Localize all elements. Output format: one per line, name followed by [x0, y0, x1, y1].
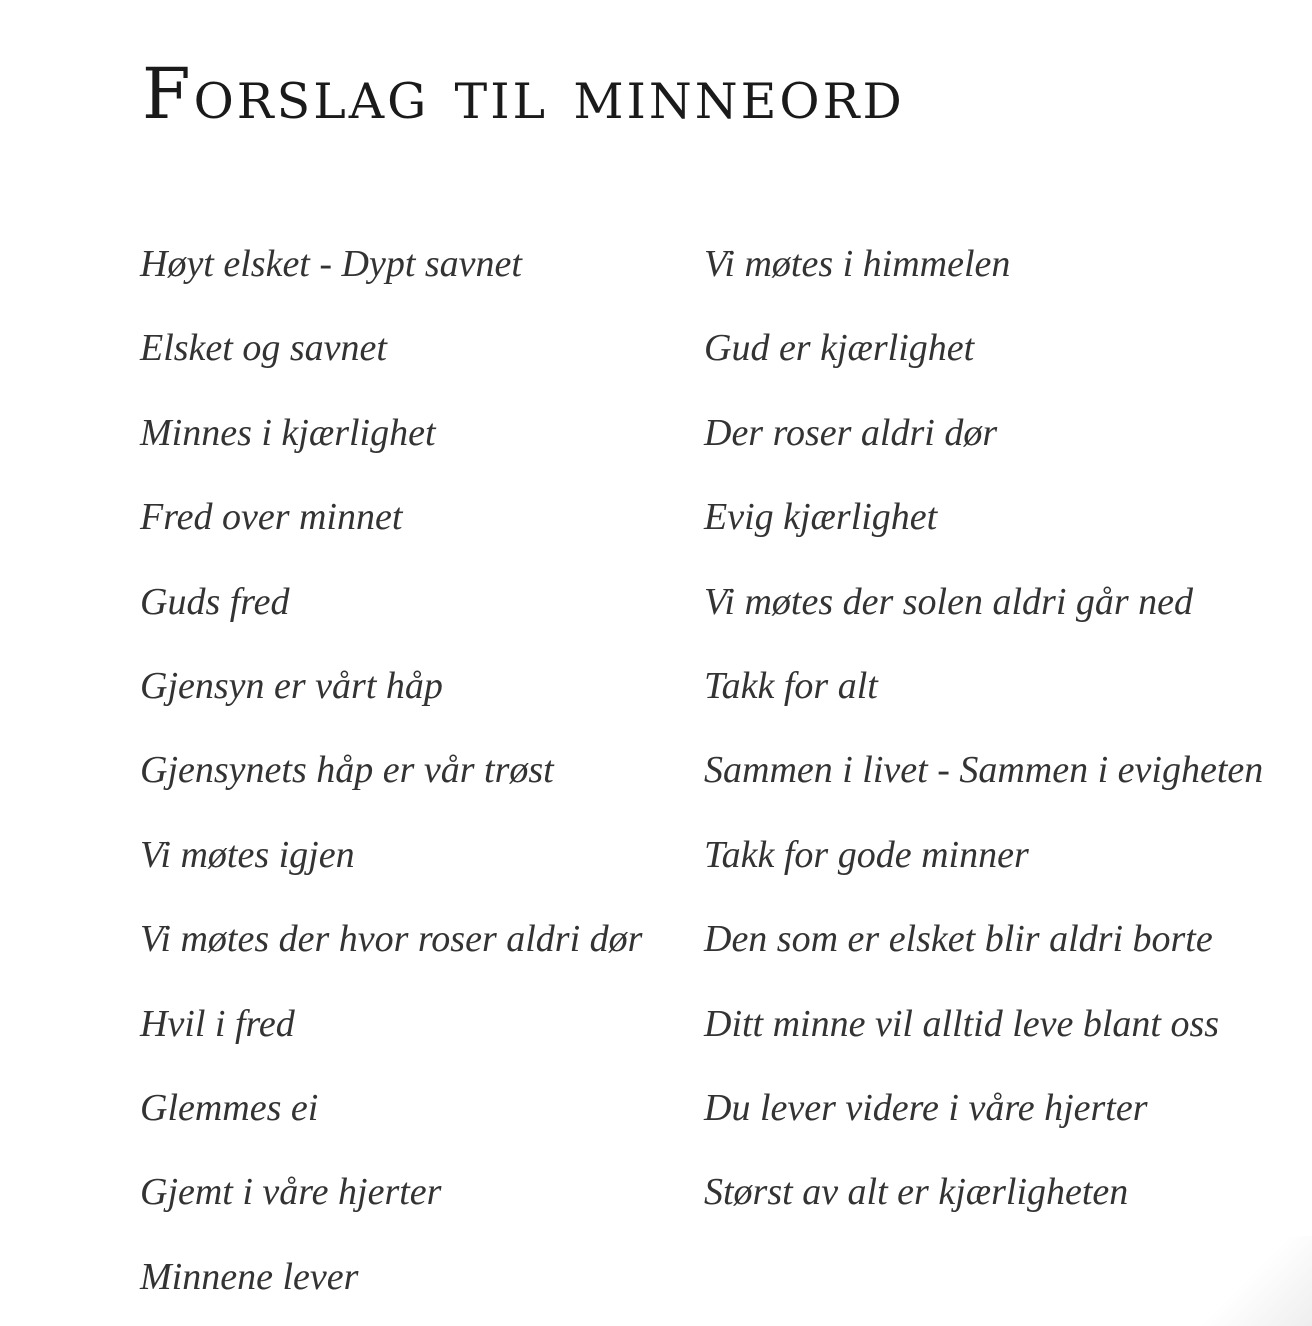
phrase-item: Vi møtes der hvor roser aldri dør [140, 918, 643, 961]
phrase-list-left [140, 232, 680, 1326]
phrase-item: Størst av alt er kjærligheten [704, 1171, 1129, 1214]
phrase-item: Evig kjærlighet [704, 496, 938, 539]
phrase-item: Den som er elsket blir aldri borte [704, 918, 1213, 961]
phrase-item: Gud er kjærlighet [704, 327, 975, 370]
phrase-item: Guds fred [140, 580, 290, 623]
phrase-item: Vi møtes der solen aldri går ned [704, 580, 1194, 623]
phrase-item: Vi møtes igjen [140, 833, 355, 876]
phrase-item: Fred over minnet [140, 496, 403, 539]
phrase-item: Ditt minne vil alltid leve blant oss [704, 1002, 1220, 1045]
phrase-item: Du lever videre i våre hjerter [704, 1086, 1148, 1129]
phrase-item: Gjensynets håp er vår trøst [140, 749, 554, 792]
phrase-item: Vi møtes i himmelen [704, 243, 1011, 285]
phrase-item: Gjensyn er vårt håp [140, 664, 443, 707]
phrase-item: Elsket og savnet [140, 327, 387, 370]
page-title: Forslag til minneord [142, 53, 905, 135]
phrase-list-right [704, 232, 1294, 1245]
phrase-item: Hvil i fred [140, 1002, 295, 1045]
phrase-item: Gjemt i våre hjerter [140, 1171, 442, 1214]
phrase-item: Takk for alt [704, 664, 878, 707]
phrase-item: Takk for gode minner [704, 833, 1029, 876]
page-corner-shadow [1152, 1236, 1312, 1326]
phrase-item: Minnes i kjærlighet [140, 411, 436, 454]
phrase-item: Høyt elsket - Dypt savnet [140, 243, 522, 285]
phrase-item: Sammen i livet - Sammen i evigheten [704, 749, 1264, 792]
phrase-item: Der roser aldri dør [704, 411, 998, 454]
phrase-item: Minnene lever [140, 1255, 359, 1298]
phrase-item: Glemmes ei [140, 1086, 319, 1129]
